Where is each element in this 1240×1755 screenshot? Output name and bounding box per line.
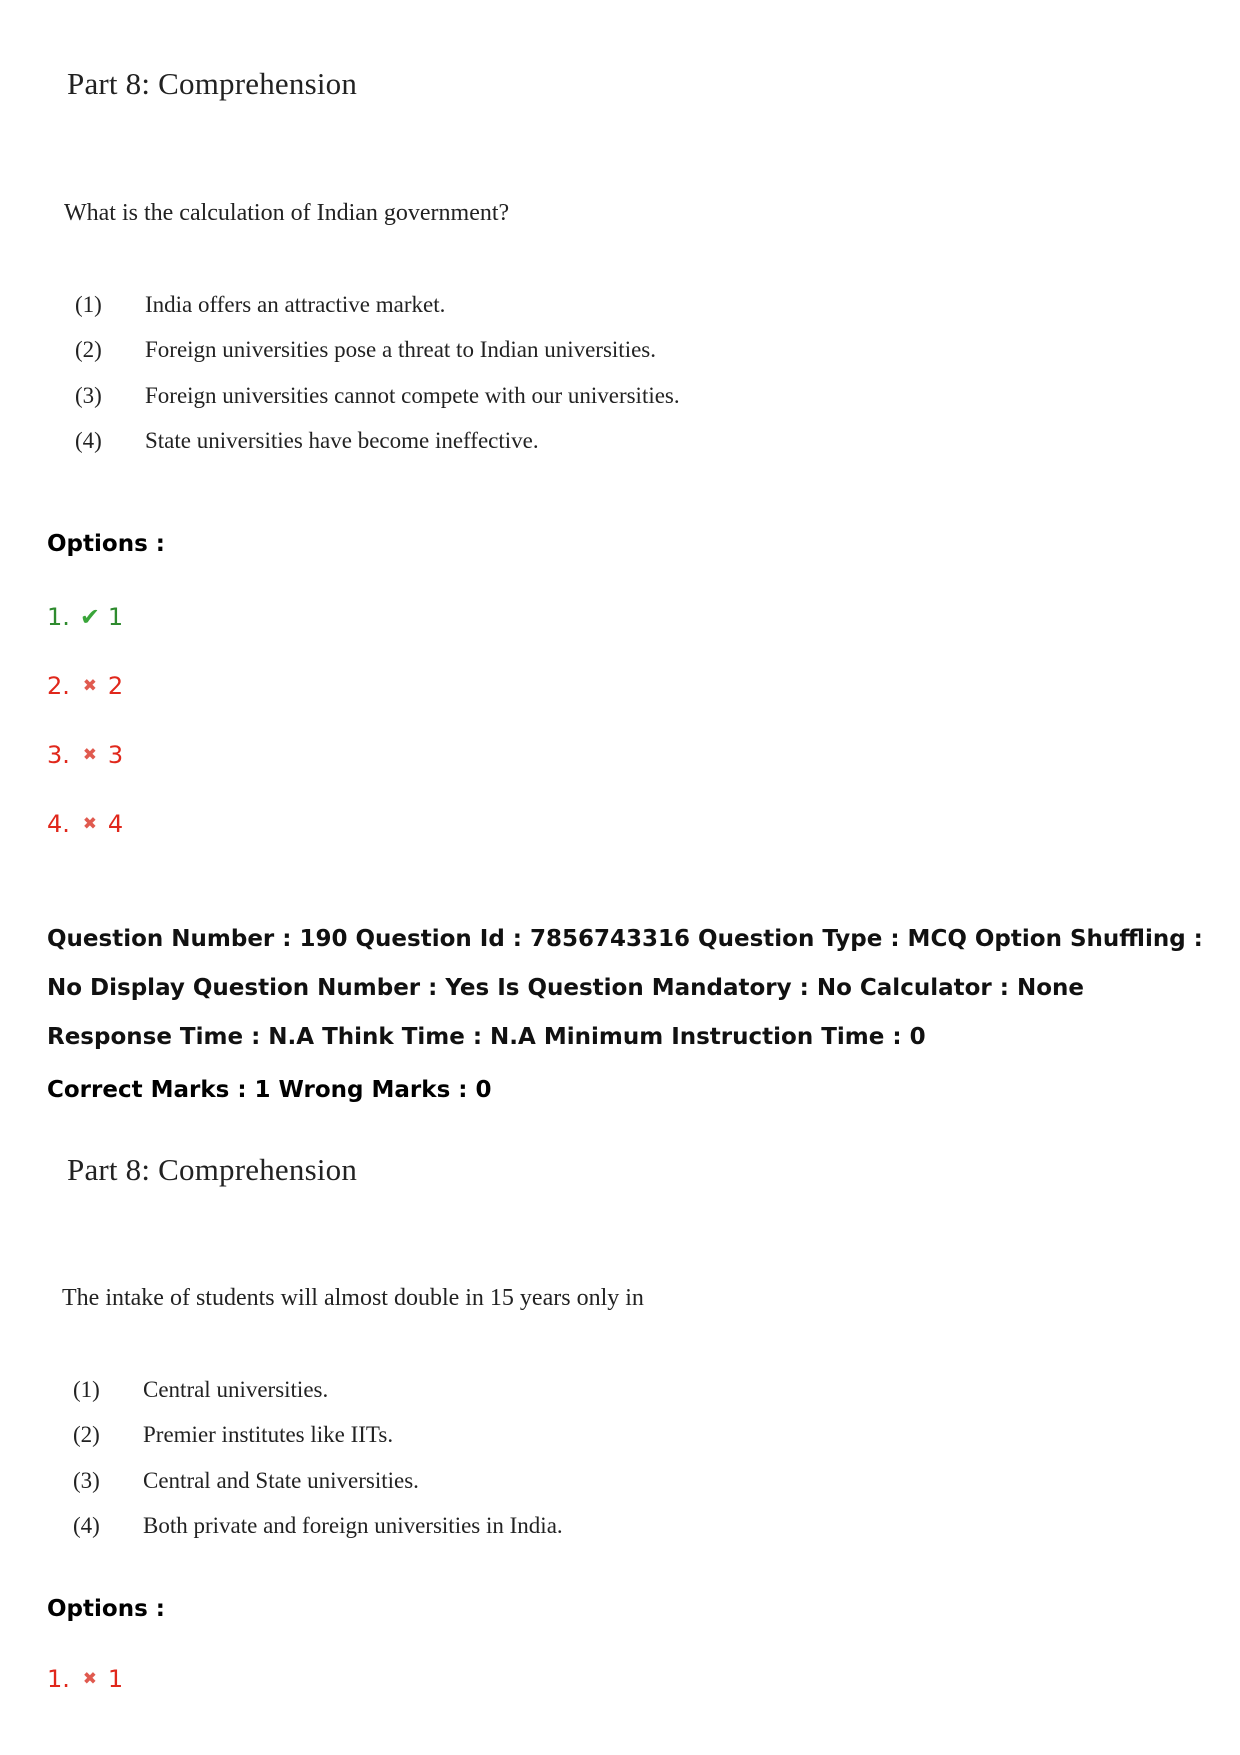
choice-item	[73, 1468, 419, 1494]
choice-item	[73, 1513, 563, 1539]
choice-text: Premier institutes like IITs.	[143, 1422, 394, 1447]
cross-icon: ✖	[82, 1669, 98, 1689]
option-item	[47, 672, 123, 700]
option-value: 1	[107, 603, 124, 631]
options-label: Options :	[47, 531, 165, 557]
choice-item	[75, 428, 539, 454]
question-meta: Question Number : 190 Question Id : 7856743316 Question Type : MCQ Option Shuffling : No Display Question Number : Yes Is Question Mandatory : No Calculator : None Response Time : N.A Think Time : N.A Minimum Instruction Time : 0	[47, 926, 1203, 1050]
question-text: The intake of students will almost double in 15 years only in	[62, 1285, 644, 1311]
choice-text: Foreign universities cannot compete with our universities.	[145, 383, 680, 408]
option-value: 4	[107, 810, 124, 838]
choice-number: (1)	[73, 1377, 100, 1402]
option-index: 1.	[47, 1665, 70, 1693]
cross-icon: ✖	[82, 745, 98, 765]
marks-info: Correct Marks : 1 Wrong Marks : 0	[47, 1077, 492, 1103]
option-value: 3	[107, 741, 124, 769]
choice-item	[73, 1422, 393, 1448]
choice-item	[75, 337, 656, 363]
option-item	[47, 810, 123, 838]
option-value: 2	[107, 672, 124, 700]
option-item	[47, 603, 123, 631]
option-index: 3.	[47, 741, 70, 769]
cross-icon: ✖	[82, 676, 98, 696]
choice-number: (4)	[73, 1513, 100, 1538]
choice-item	[75, 292, 445, 318]
check-icon: ✔	[79, 603, 100, 631]
choice-text: State universities have become ineffective.	[145, 428, 539, 453]
option-index: 2.	[47, 672, 70, 700]
choice-text: Central and State universities.	[143, 1468, 419, 1493]
choice-number: (4)	[75, 428, 102, 453]
part-title: Part 8: Comprehension	[67, 66, 358, 101]
choice-text: Central universities.	[143, 1377, 329, 1402]
option-index: 1.	[47, 603, 70, 631]
option-item	[47, 741, 123, 769]
options-label: Options :	[47, 1596, 165, 1622]
option-value: 1	[107, 1665, 124, 1693]
choice-item	[75, 383, 680, 409]
choice-number: (2)	[73, 1422, 100, 1447]
choice-number: (2)	[75, 337, 102, 362]
cross-icon: ✖	[82, 814, 98, 834]
choice-item	[73, 1377, 328, 1403]
choice-text: Both private and foreign universities in India.	[143, 1513, 563, 1538]
choice-text: India offers an attractive market.	[145, 292, 446, 317]
question-text: What is the calculation of Indian government?	[64, 200, 510, 226]
part-title: Part 8: Comprehension	[67, 1152, 358, 1187]
choice-number: (3)	[73, 1468, 100, 1493]
choice-text: Foreign universities pose a threat to Indian universities.	[145, 337, 656, 362]
choice-number: (3)	[75, 383, 102, 408]
option-item	[47, 1665, 123, 1693]
option-index: 4.	[47, 810, 70, 838]
choice-number: (1)	[75, 292, 102, 317]
